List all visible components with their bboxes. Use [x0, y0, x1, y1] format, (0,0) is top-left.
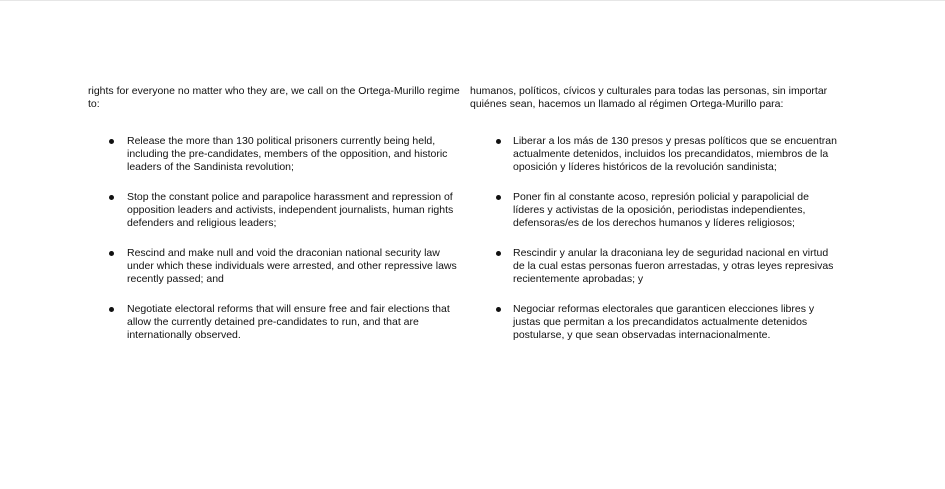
list-item-text: Rescindir y anular la draconiana ley de seguridad nacional en virtud de la cual estas personas fueron arrestadas, y otras leyes represivas recientemente aprobadas; y	[513, 247, 834, 285]
list-item	[470, 135, 842, 174]
bullet-icon	[109, 251, 114, 256]
list-item	[470, 303, 842, 342]
list-item-text: Poner fin al constante acoso, represión policial y parapolicial de líderes y activistas de la oposición, periodistas independientes, defensoras/es de los derechos humanos y líderes religiosos;	[513, 191, 809, 229]
list-item	[470, 247, 842, 286]
list-item-text: Release the more than 130 political prisoners currently being held, including the pre-candidates, members of the opposition, and historic leaders of the Sandinista revolution;	[127, 135, 448, 173]
bullet-icon	[496, 307, 501, 312]
spanish-demands-list	[470, 135, 842, 342]
list-item-text: Rescind and make null and void the draconian national security law under which these individuals were arrested, and other repressive laws recently passed; and	[127, 247, 457, 285]
bullet-icon	[109, 195, 114, 200]
list-item	[88, 247, 464, 286]
english-column	[88, 85, 464, 359]
list-item	[88, 191, 464, 230]
english-intro: rights for everyone no matter who they are, we call on the Ortega-Murillo regime to:	[88, 85, 460, 110]
list-item-text: Liberar a los más de 130 presos y presas políticos que se encuentran actualmente detenidos, incluidos los precandidatos, miembros de la oposición y líderes históricos de la revolución sandinista;	[513, 135, 837, 173]
list-item-text: Negotiate electoral reforms that will ensure free and fair elections that allow the currently detained pre-candidates to run, and that are internationally observed.	[127, 303, 450, 341]
bullet-icon	[109, 307, 114, 312]
bullet-icon	[496, 195, 501, 200]
list-item	[88, 135, 464, 174]
bullet-icon	[496, 251, 501, 256]
bullet-icon	[496, 139, 501, 144]
list-item-text: Negociar reformas electorales que garanticen elecciones libres y justas que permitan a los precandidatos actualmente detenidos postularse, y que sean observadas internacionalmente.	[513, 303, 815, 341]
english-demands-list	[88, 135, 464, 342]
spanish-column	[470, 85, 842, 359]
list-item-text: Stop the constant police and parapolice harassment and repression of opposition leaders and activists, independent journalists, human rights defenders and religious leaders;	[127, 191, 454, 229]
spanish-intro: humanos, políticos, cívicos y culturales para todas las personas, sin importar quiénes sean, hacemos un llamado al régimen Ortega-Murillo para:	[470, 85, 828, 110]
list-item	[88, 303, 464, 342]
list-item	[470, 191, 842, 230]
bullet-icon	[109, 139, 114, 144]
